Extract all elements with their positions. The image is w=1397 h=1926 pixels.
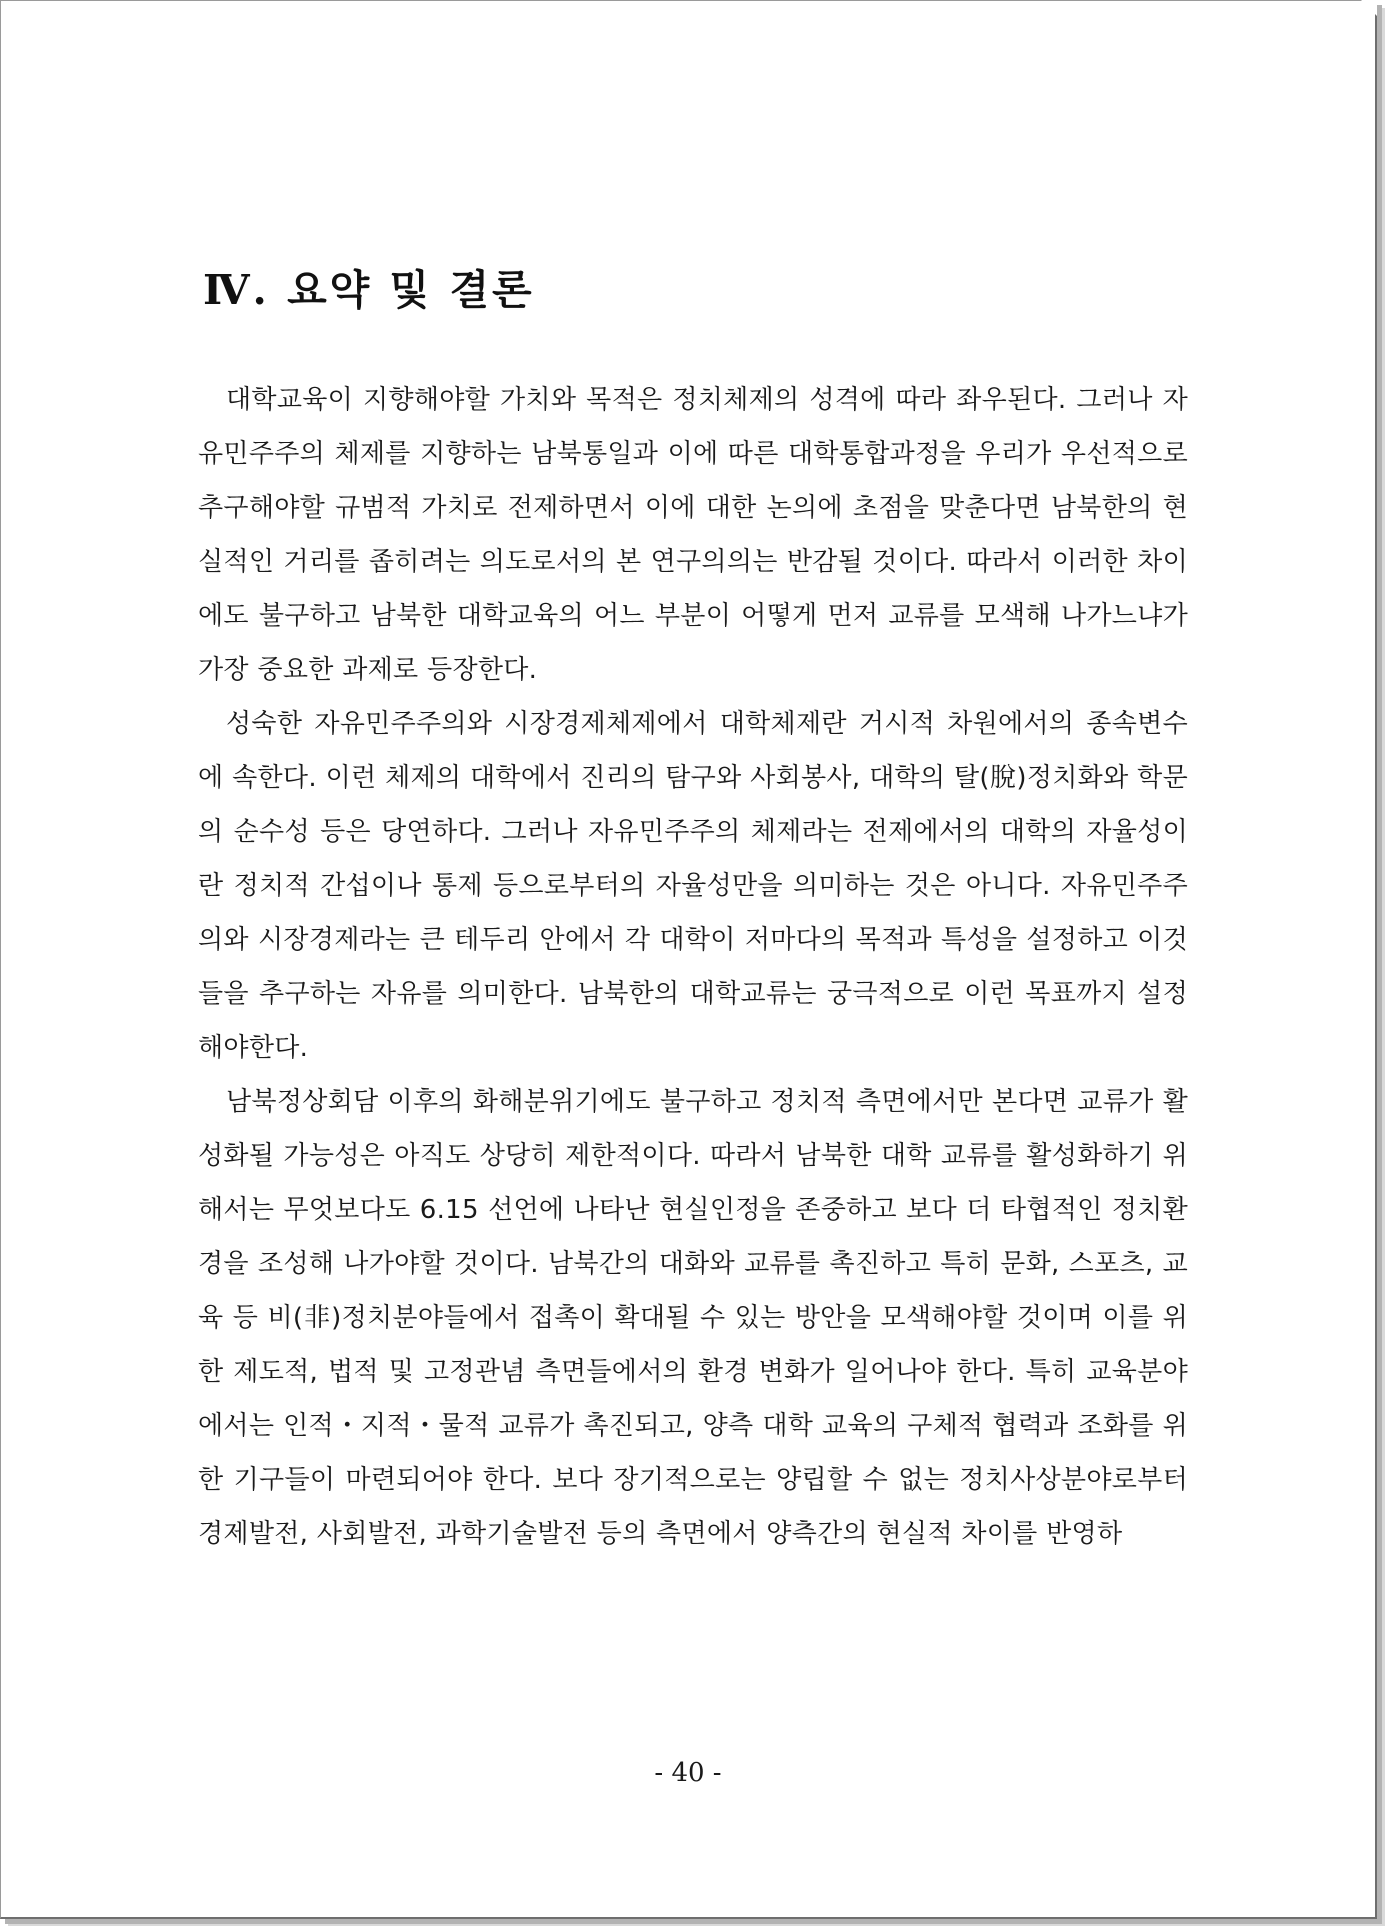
page-number: - 40 - — [654, 1758, 722, 1788]
page-corner-fold — [1361, 0, 1377, 16]
paragraph-2: 성숙한 자유민주주의와 시장경제체제에서 대학체제란 거시적 차원에서의 종속변수에 속한다. 이런 체제의 대학에서 진리의 탐구와 사회봉사, 대학의 탈(脫)정치화와 학문의 순수성 등은 당연하다. 그러나 자유민주주의 체제라는 전제에서의 대학의 자율성이란 정치적 간섭이나 통제 등으로부터의 자율성만을 의미하는 것은 아니다. 자유민주주의와 시장경제라는 큰 테두리 안에서 각 대학이 저마다의 목적과 특성을 설정하고 이것들을 추구하는 자유를 의미한다. 남북한의 대학교류는 궁극적으로 이런 목표까지 설정해야한다. — [198, 709, 1188, 1063]
paragraph-1: 대학교육이 지향해야할 가치와 목적은 정치체제의 성격에 따라 좌우된다. 그러나 자유민주주의 체제를 지향하는 남북통일과 이에 따른 대학통합과정을 우리가 우선적으로 추구해야할 규범적 가치로 전제하면서 이에 대한 논의에 초점을 맞춘다면 남북한의 현실적인 거리를 좁히려는 의도로서의 본 연구의의는 반감될 것이다. 따라서 이러한 차이에도 불구하고 남북한 대학교육의 어느 부분이 어떻게 먼저 교류를 모색해 나가느냐가 가장 중요한 과제로 등장한다. — [198, 385, 1188, 685]
body-text — [198, 373, 1188, 1561]
section-heading: Ⅳ. 요약 및 결론 — [203, 266, 535, 314]
paragraph-3: 남북정상회담 이후의 화해분위기에도 불구하고 정치적 측면에서만 본다면 교류가 활성화될 가능성은 아직도 상당히 제한적이다. 따라서 남북한 대학 교류를 활성화하기 위해서는 무엇보다도 6.15 선언에 나타난 현실인정을 존중하고 보다 더 타협적인 정치환경을 조성해 나가야할 것이다. 남북간의 대화와 교류를 촉진하고 특히 문화, 스포츠, 교육 등 비(非)정치분야들에서 접촉이 확대될 수 있는 방안을 모색해야할 것이며 이를 위한 제도적, 법적 및 고정관념 측면들에서의 환경 변화가 일어나야 한다. 특히 교육분야에서는 인적・지적・물적 교류가 촉진되고, 양측 대학 교육의 구체적 협력과 조화를 위한 기구들이 마련되어야 한다. 보다 장기적으로는 양립할 수 없는 정치사상분야로부터 경제발전, 사회발전, 과학기술발전 등의 측면에서 양측간의 현실적 차이를 반영하 — [198, 1087, 1188, 1549]
